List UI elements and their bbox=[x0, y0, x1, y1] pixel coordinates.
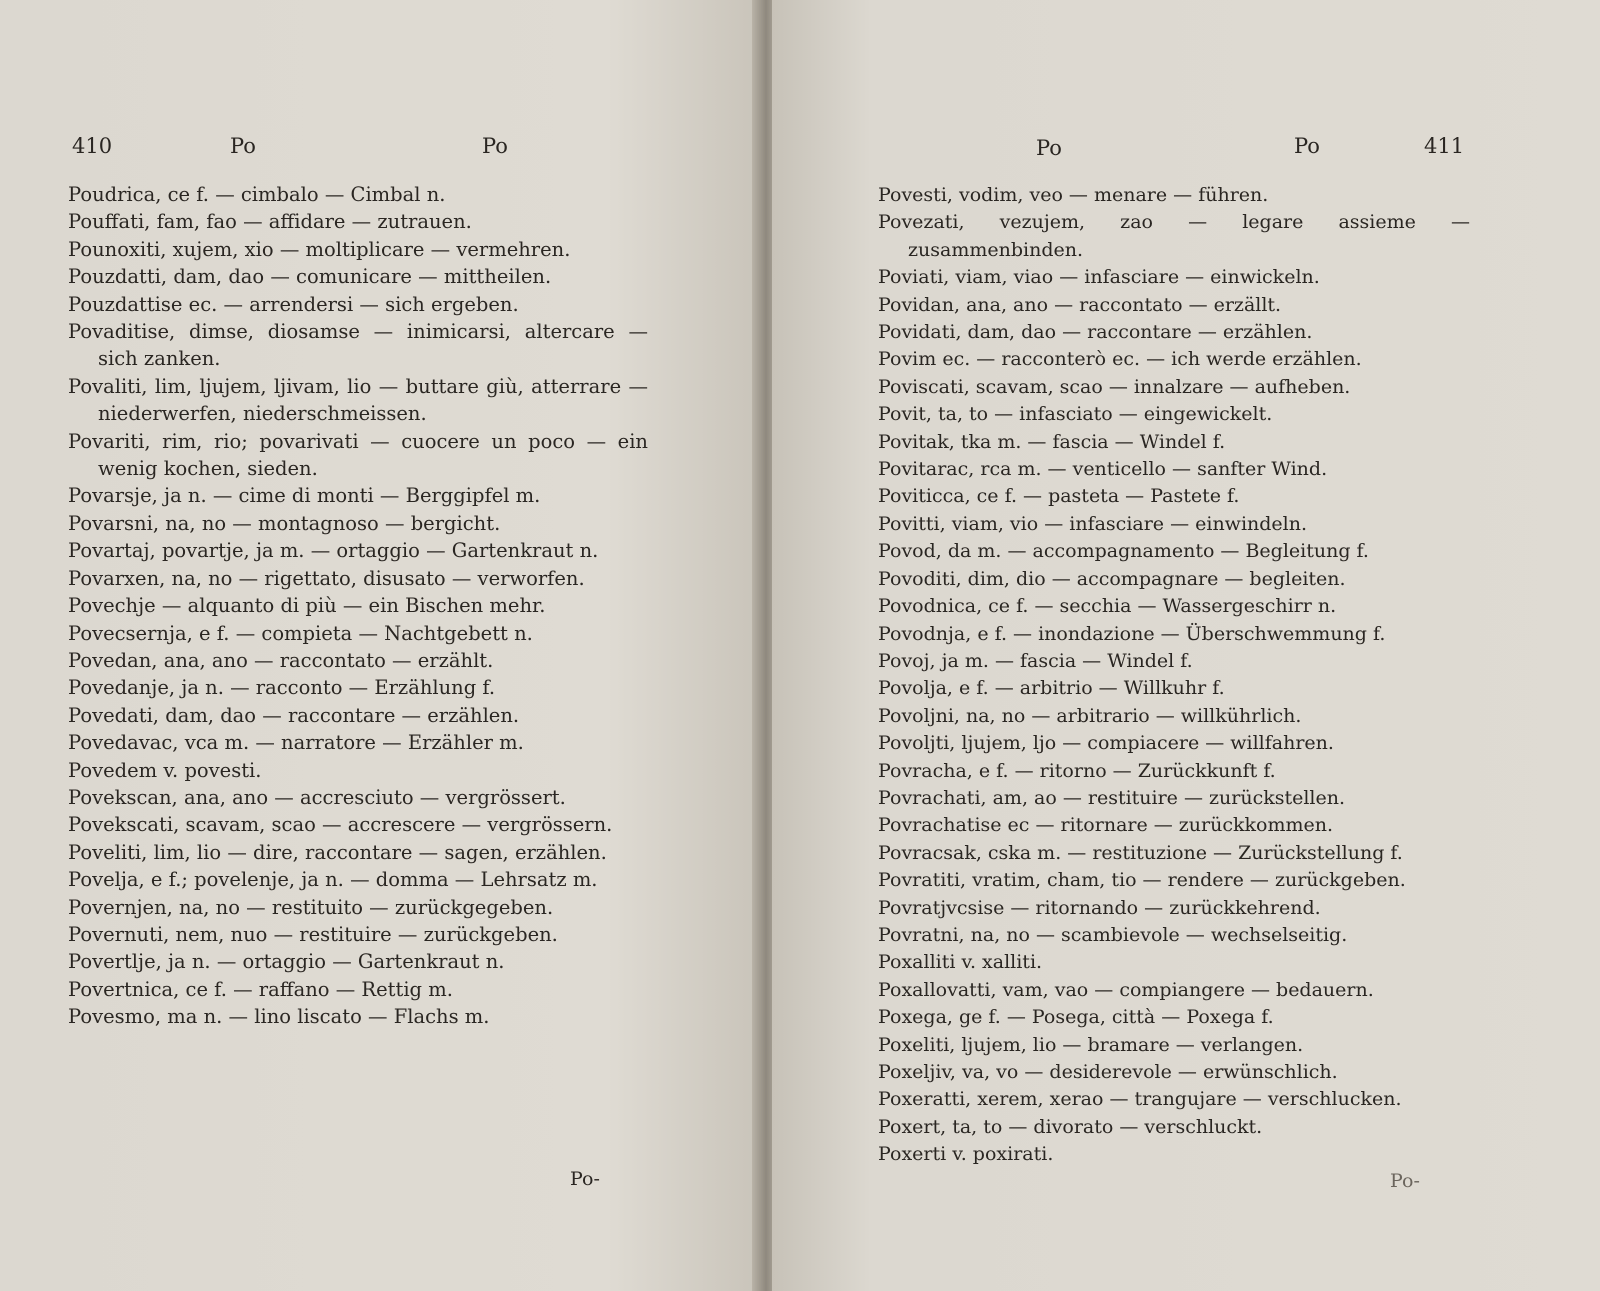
dictionary-entry: Poviticca, ce f. — pasteta — Pastete f. bbox=[878, 485, 1240, 508]
dictionary-entry: Pouzdatti, dam, dao — comunicare — mittheilen. bbox=[68, 265, 552, 289]
catchword: Po- bbox=[570, 1168, 600, 1190]
dictionary-entry: Poxeljiv, va, vo — desiderevole — erwünschlich. bbox=[878, 1061, 1338, 1083]
dictionary-entry: Povidan, ana, ano — raccontato — erzällt. bbox=[878, 293, 1282, 316]
dictionary-entry: Povidati, dam, dao — raccontare — erzählen. bbox=[878, 321, 1313, 344]
right-page bbox=[772, 0, 1600, 1291]
dictionary-entry: Povoj, ja m. — fascia — Windel f. bbox=[878, 649, 1193, 672]
running-head-right: Po bbox=[482, 134, 508, 158]
dictionary-entry: Povarsni, na, no — montagnoso — bergicht. bbox=[68, 511, 501, 535]
dictionary-entry: Poxeratti, xerem, xerao — trangujare — verschlucken. bbox=[878, 1088, 1402, 1111]
dictionary-entry: Poxega, ge f. — Posega, città — Poxega f. bbox=[878, 1006, 1274, 1029]
dictionary-entry: Povratjvcsise — ritornando — zurückkehrend. bbox=[878, 896, 1321, 919]
dictionary-entry: Povit, ta, to — infasciato — eingewickelt. bbox=[878, 403, 1273, 426]
dictionary-entry: Povezati, vezujem, zao — legare assieme — zusammenbinden. bbox=[878, 211, 1470, 261]
dictionary-entry: Pouzdattise ec. — arrendersi — sich ergeben. bbox=[68, 292, 519, 316]
dictionary-entry: Povekscan, ana, ano — accresciuto — vergrössert. bbox=[68, 785, 566, 809]
dictionary-entry: Povitarac, rca m. — venticello — sanfter Wind. bbox=[878, 458, 1328, 481]
dictionary-entry: Povoditi, dim, dio — accompagnare — begleiten. bbox=[878, 567, 1346, 590]
dictionary-entry: Povratiti, vratim, cham, tio — rendere — zurückgeben. bbox=[878, 869, 1406, 892]
dictionary-entry: Povaditise, dimse, diosamse — inimicarsi, altercare — sich zanken. bbox=[68, 320, 648, 371]
dictionary-entry: Povodnica, ce f. — secchia — Wassergeschirr n. bbox=[878, 595, 1337, 618]
dictionary-entry: Poviscati, scavam, scao — innalzare — aufheben. bbox=[878, 375, 1351, 398]
dictionary-entry: Povrachatise ec — ritornare — zurückkommen. bbox=[878, 814, 1334, 837]
entry-list bbox=[878, 182, 1470, 1169]
dictionary-entry: Povedan, ana, ano — raccontato — erzählt. bbox=[68, 648, 494, 672]
page-number: 410 bbox=[72, 134, 113, 158]
entry-list bbox=[68, 181, 648, 1031]
running-head-left: Po bbox=[230, 134, 256, 158]
dictionary-entry: Povracha, e f. — ritorno — Zurückkunft f. bbox=[878, 759, 1276, 782]
dictionary-entry: Povarsje, ja n. — cime di monti — Berggipfel m. bbox=[68, 484, 541, 508]
dictionary-entry: Poxeliti, ljujem, lio — bramare — verlangen. bbox=[878, 1033, 1304, 1056]
dictionary-entry: Povekscati, scavam, scao — accrescere — vergrössern. bbox=[68, 813, 613, 837]
dictionary-entry: Povodnja, e f. — inondazione — Überschwemmung f. bbox=[878, 622, 1386, 645]
dictionary-entry: Poxert, ta, to — divorato — verschluckt. bbox=[878, 1115, 1263, 1138]
dictionary-entry: Poveliti, lim, lio — dire, raccontare — sagen, erzählen. bbox=[68, 840, 607, 864]
dictionary-entry: Poxalliti v. xalliti. bbox=[878, 951, 1043, 974]
dictionary-entry: Povernuti, nem, nuo — restituire — zurückgeben. bbox=[68, 922, 558, 946]
dictionary-entry: Povoljti, ljujem, ljo — compiacere — willfahren. bbox=[878, 732, 1334, 755]
dictionary-entry: Pouffati, fam, fao — affidare — zutrauen. bbox=[68, 210, 472, 234]
dictionary-entry: Povesmo, ma n. — lino liscato — Flachs m. bbox=[68, 1005, 490, 1029]
running-head-left: Po bbox=[1036, 136, 1062, 160]
dictionary-entry: Povracsak, cska m. — restituzione — Zurückstellung f. bbox=[878, 841, 1403, 864]
dictionary-entry: Povedati, dam, dao — raccontare — erzählen. bbox=[68, 703, 520, 727]
dictionary-entry: Povitti, viam, vio — infasciare — einwindeln. bbox=[878, 512, 1308, 535]
dictionary-entry: Povrachati, am, ao — restituire — zurückstellen. bbox=[878, 786, 1346, 809]
dictionary-entry: Povariti, rim, rio; povarivati — cuocere un poco — ein wenig kochen, sieden. bbox=[68, 429, 648, 481]
dictionary-entry: Povelja, e f.; povelenje, ja n. — domma — Lehrsatz m. bbox=[68, 868, 598, 892]
dictionary-entry: Povitak, tka m. — fascia — Windel f. bbox=[878, 430, 1226, 453]
dictionary-entry: Povolja, e f. — arbitrio — Willkuhr f. bbox=[878, 677, 1225, 700]
dictionary-entry: Poviati, viam, viao — infasciare — einwickeln. bbox=[878, 266, 1320, 289]
dictionary-entry: Poxallovatti, vam, vao — compiangere — bedauern. bbox=[878, 978, 1374, 1001]
dictionary-entry: Povesti, vodim, veo — menare — führen. bbox=[878, 184, 1269, 206]
dictionary-entry: Povertnica, ce f. — raffano — Rettig m. bbox=[68, 977, 453, 1001]
dictionary-entry: Pounoxiti, xujem, xio — moltiplicare — vermehren. bbox=[68, 237, 571, 261]
dictionary-entry: Povedavac, vca m. — narratore — Erzähler m. bbox=[68, 731, 524, 755]
dictionary-entry: Poxerti v. poxirati. bbox=[878, 1143, 1054, 1166]
running-head-right: Po bbox=[1294, 134, 1320, 158]
dictionary-entry: Povaliti, lim, ljujem, ljivam, lio — buttare giù, atterrare — niederwerfen, niederschmeissen. bbox=[68, 374, 648, 426]
page-number: 411 bbox=[1424, 134, 1465, 158]
dictionary-entry: Povedanje, ja n. — racconto — Erzählung f. bbox=[68, 676, 496, 700]
dictionary-entry: Povartaj, povartje, ja m. — ortaggio — Gartenkraut n. bbox=[68, 539, 599, 563]
dictionary-entry: Povedem v. povesti. bbox=[68, 758, 262, 782]
dictionary-entry: Povratni, na, no — scambievole — wechselseitig. bbox=[878, 923, 1348, 946]
dictionary-entry: Povoljni, na, no — arbitrario — willkührlich. bbox=[878, 704, 1302, 727]
left-page bbox=[0, 0, 760, 1291]
dictionary-entry: Povecsernja, e f. — compieta — Nachtgebett n. bbox=[68, 621, 533, 645]
dictionary-entry: Povechje — alquanto di più — ein Bischen mehr. bbox=[68, 594, 546, 618]
dictionary-entry: Poudrica, ce f. — cimbalo — Cimbal n. bbox=[68, 183, 446, 206]
dictionary-entry: Povertlje, ja n. — ortaggio — Gartenkraut n. bbox=[68, 950, 505, 974]
dictionary-entry: Povim ec. — racconterò ec. — ich werde erzählen. bbox=[878, 348, 1362, 371]
dictionary-entry: Povod, da m. — accompagnamento — Begleitung f. bbox=[878, 540, 1369, 563]
dictionary-entry: Povarxen, na, no — rigettato, disusato — verworfen. bbox=[68, 566, 585, 590]
dictionary-entry: Povernjen, na, no — restituito — zurückgegeben. bbox=[68, 895, 554, 919]
catchword: Po- bbox=[1390, 1170, 1420, 1192]
